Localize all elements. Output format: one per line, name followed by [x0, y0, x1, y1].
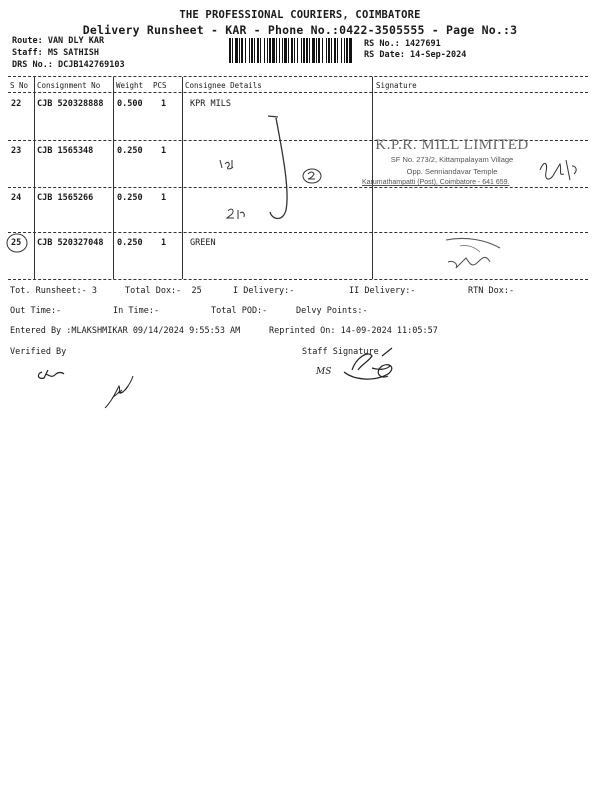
row-consignment-no: CJB 520327048 [37, 238, 104, 248]
drs-number: DRS No.: DCJB142769103 [12, 60, 125, 70]
header-weight: Weight [116, 81, 144, 90]
numeral-mark [227, 209, 244, 219]
header-consignment-no: Consignment No [37, 81, 101, 90]
row-consignment-no: CJB 520328888 [37, 99, 104, 109]
delvy-points: Delvy Points:- [296, 306, 368, 316]
i-delivery: I Delivery:- [233, 286, 295, 296]
staff-initials: MS [316, 367, 332, 377]
row-sno: 22 [11, 99, 22, 109]
staff-signature-label: Staff Signature [302, 347, 379, 357]
stamp-company-name: K.P.R. MILL LIMITED [375, 137, 529, 153]
rtn-dox: RTN Dox:- [468, 286, 515, 296]
staff-label: Staff: MS SATHISH [12, 48, 99, 58]
row-weight: 0.250 [117, 193, 143, 203]
row-weight: 0.250 [117, 146, 143, 156]
row-consignee-details: GREEN [190, 238, 216, 248]
rs-date: RS Date: 14-Sep-2024 [364, 50, 467, 60]
signature-stroke [540, 160, 576, 180]
circle-mark [303, 169, 321, 183]
row-pcs: 1 [161, 99, 167, 109]
numeral-mark [220, 160, 233, 169]
rs-number: RS No.: 1427691 [364, 39, 441, 49]
numeral-mark [308, 172, 315, 179]
verified-by-label: Verified By [10, 347, 67, 357]
runsheet-title: Delivery Runsheet - KAR - Phone No.:0422-3505555 - Page No.:3 [82, 23, 518, 37]
header-pcs: PCS [153, 81, 167, 90]
total-pod: Total POD:- [211, 306, 268, 316]
row-weight: 0.250 [117, 238, 143, 248]
row-sno: 23 [11, 146, 22, 156]
in-time: In Time:- [113, 306, 160, 316]
header-consignee-details: Consignee Details [185, 81, 262, 90]
circle-mark [7, 234, 27, 252]
header-signature: Signature [376, 81, 417, 90]
company-title: THE PROFESSIONAL COURIERS, COIMBATORE [179, 9, 421, 21]
row-consignment-no: CJB 1565348 [37, 146, 94, 156]
total-dox: Total Dox:- 25 [125, 286, 202, 296]
signature-stroke [460, 245, 480, 252]
out-time: Out Time:- [10, 306, 62, 316]
stamp-address-line: SF No. 273/2, Kittampalayam Village [390, 155, 514, 164]
signature-stroke [268, 116, 287, 219]
row-consignment-no: CJB 1565266 [37, 193, 94, 203]
row-pcs: 1 [161, 238, 167, 248]
row-pcs: 1 [161, 193, 167, 203]
row-sno: 25 [11, 238, 22, 248]
signature-stroke [446, 238, 500, 268]
route-label: Route: VAN DLY KAR [12, 36, 105, 46]
row-weight: 0.500 [117, 99, 143, 109]
row-consignee-details: KPR MILS [190, 99, 231, 109]
entered-by: Entered By :MLAKSHMIKAR 09/14/2024 9:55:53 AM [10, 326, 241, 336]
header-sno: S No [10, 81, 29, 90]
signature-stroke [38, 370, 64, 378]
stamp-address-line: Karumathampatti (Post), Coimbatore - 641 659. [362, 179, 510, 186]
signature-stroke [105, 376, 133, 408]
stamp-address-line: Opp. Senniandavar Temple [406, 167, 498, 176]
row-pcs: 1 [161, 146, 167, 156]
ii-delivery: II Delivery:- [349, 286, 416, 296]
row-sno: 24 [11, 193, 22, 203]
tot-runsheet: Tot. Runsheet:- 3 [10, 286, 97, 296]
reprinted-on: Reprinted On: 14-09-2024 11:05:57 [269, 326, 438, 336]
